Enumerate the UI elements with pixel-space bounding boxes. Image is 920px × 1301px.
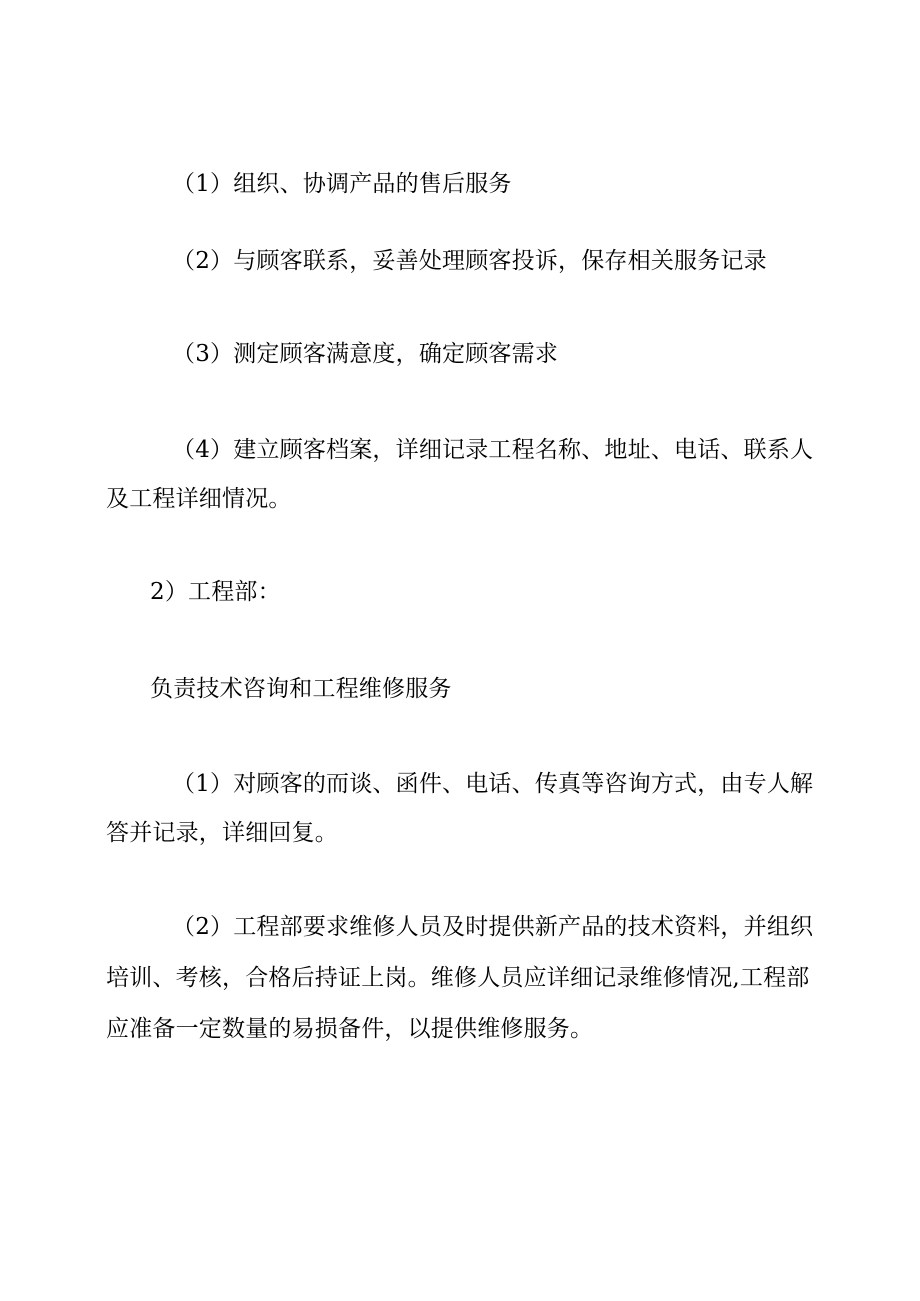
item-2-text: （2）与顾客联系，妥善处理顾客投诉，保存相关服务记录 — [172, 248, 767, 274]
sub-item-2-text-line3: 应准备一定数量的易损备件，以提供维修服务。 — [106, 1016, 594, 1042]
sub-item-2-text-line2: 培训、考核，合格后持证上岗。维修人员应详细记录维修情况,工程部 — [106, 965, 810, 991]
sub-item-1-text-line1: （1）对顾客的而谈、函件、电话、传真等咨询方式，由专人解 — [172, 771, 814, 797]
section-summary: 负责技术咨询和工程维修服务 — [150, 676, 452, 702]
sub-item-2-text-line1: （2）工程部要求维修人员及时提供新产品的技术资料，并组织 — [172, 914, 814, 940]
item-4-text-line2: 及工程详细情况。 — [106, 486, 292, 512]
sub-item-1-text-line2: 答并记录，详细回复。 — [106, 820, 338, 846]
section-heading: 2）工程部： — [150, 579, 281, 605]
item-3-text: （3）测定顾客满意度，确定顾客需求 — [172, 341, 559, 367]
item-4-text-line1: （4）建立顾客档案，详细记录工程名称、地址、电话、联系人 — [172, 437, 814, 463]
item-1-text: （1）组织、协调产品的售后服务 — [172, 171, 512, 197]
